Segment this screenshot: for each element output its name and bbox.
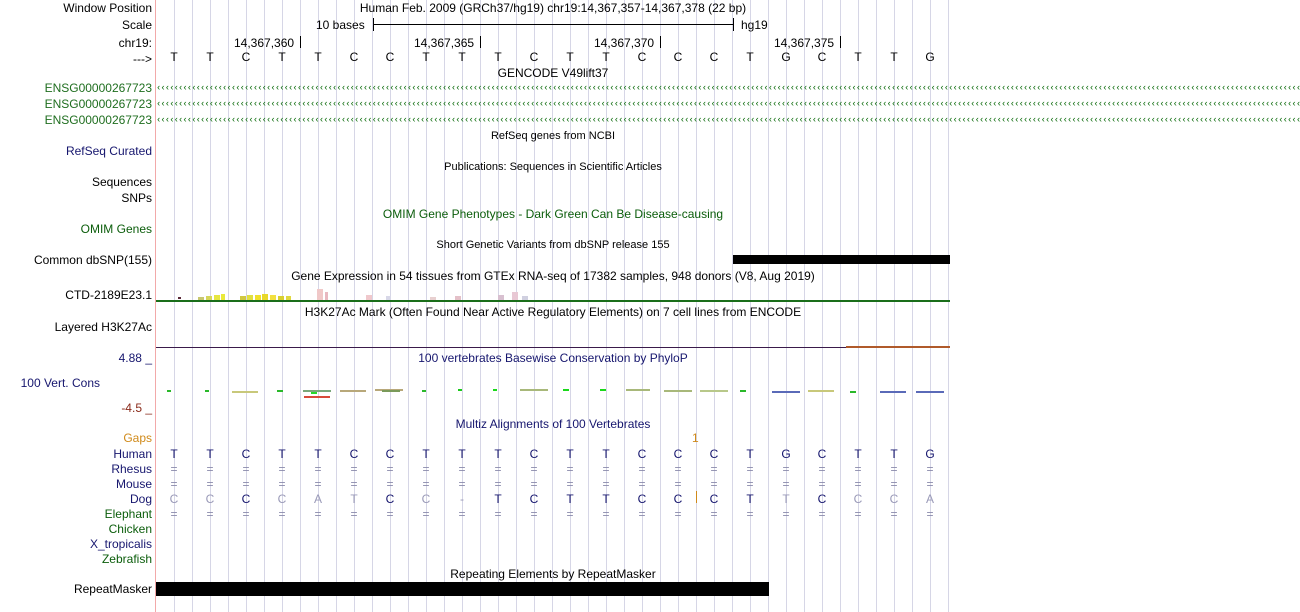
strand-chevrons: ‹‹‹‹‹‹‹‹‹‹‹‹‹‹‹‹‹‹‹‹‹‹‹‹‹‹‹‹‹‹‹‹‹‹‹‹‹‹‹‹‹‹‹‹‹‹‹‹‹‹‹‹‹‹‹‹‹‹‹‹‹‹‹‹‹‹‹‹‹‹‹‹‹‹‹‹‹‹‹‹‹‹‹‹‹‹‹‹‹‹‹‹‹‹‹‹‹‹‹‹‹‹‹‹‹‹‹‹‹‹‹‹‹‹‹‹‹‹‹‹‹‹‹‹‹‹‹‹‹‹‹‹‹‹‹‹‹‹‹‹‹‹‹‹‹‹‹‹‹‹‹‹‹‹‹‹‹‹‹‹‹‹‹‹‹‹‹‹‹‹‹‹‹‹‹‹‹‹‹‹‹‹‹‹‹‹‹‹‹‹‹‹‹‹‹‹‹‹‹‹‹‹‹‹‹‹‹‹‹‹‹‹‹‹‹‹‹‹‹‹‹‹‹‹‹‹‹‹‹‹‹‹‹‹‹‹‹‹‹‹‹‹‹‹‹‹‹‹‹‹‹‹‹‹‹‹‹‹‹‹	[156, 83, 1300, 93]
strand-chevrons: ‹‹‹‹‹‹‹‹‹‹‹‹‹‹‹‹‹‹‹‹‹‹‹‹‹‹‹‹‹‹‹‹‹‹‹‹‹‹‹‹‹‹‹‹‹‹‹‹‹‹‹‹‹‹‹‹‹‹‹‹‹‹‹‹‹‹‹‹‹‹‹‹‹‹‹‹‹‹‹‹‹‹‹‹‹‹‹‹‹‹‹‹‹‹‹‹‹‹‹‹‹‹‹‹‹‹‹‹‹‹‹‹‹‹‹‹‹‹‹‹‹‹‹‹‹‹‹‹‹‹‹‹‹‹‹‹‹‹‹‹‹‹‹‹‹‹‹‹‹‹‹‹‹‹‹‹‹‹‹‹‹‹‹‹‹‹‹‹‹‹‹‹‹‹‹‹‹‹‹‹‹‹‹‹‹‹‹‹‹‹‹‹‹‹‹‹‹‹‹‹‹‹‹‹‹‹‹‹‹‹‹‹‹‹‹‹‹‹‹‹‹‹‹‹‹‹‹‹‹‹‹‹‹‹‹‹‹‹‹‹‹‹‹‹‹‹‹‹‹‹‹‹‹‹‹‹‹‹‹‹	[156, 115, 1300, 125]
strand-chevrons: ‹‹‹‹‹‹‹‹‹‹‹‹‹‹‹‹‹‹‹‹‹‹‹‹‹‹‹‹‹‹‹‹‹‹‹‹‹‹‹‹‹‹‹‹‹‹‹‹‹‹‹‹‹‹‹‹‹‹‹‹‹‹‹‹‹‹‹‹‹‹‹‹‹‹‹‹‹‹‹‹‹‹‹‹‹‹‹‹‹‹‹‹‹‹‹‹‹‹‹‹‹‹‹‹‹‹‹‹‹‹‹‹‹‹‹‹‹‹‹‹‹‹‹‹‹‹‹‹‹‹‹‹‹‹‹‹‹‹‹‹‹‹‹‹‹‹‹‹‹‹‹‹‹‹‹‹‹‹‹‹‹‹‹‹‹‹‹‹‹‹‹‹‹‹‹‹‹‹‹‹‹‹‹‹‹‹‹‹‹‹‹‹‹‹‹‹‹‹‹‹‹‹‹‹‹‹‹‹‹‹‹‹‹‹‹‹‹‹‹‹‹‹‹‹‹‹‹‹‹‹‹‹‹‹‹‹‹‹‹‹‹‹‹‹‹‹‹‹‹‹‹‹‹‹‹‹‹‹‹‹	[156, 99, 1300, 109]
alignment-base: =	[278, 507, 286, 521]
alignment-base: =	[926, 507, 934, 521]
phylop-mark	[626, 389, 650, 391]
alignment-base: =	[782, 507, 790, 521]
alignment-base: C	[637, 447, 647, 461]
gtex-tissue-bar	[512, 292, 518, 300]
alignment-base: =	[926, 477, 934, 491]
phylop-mark	[311, 392, 317, 394]
dbsnp-track-label[interactable]: Common dbSNP(155)	[33, 253, 152, 267]
dbsnp-track-title: Short Genetic Variants from dbSNP release 155	[436, 239, 670, 251]
alignment-base: =	[170, 477, 178, 491]
phylop-mark	[167, 390, 171, 392]
reference-base: C	[349, 50, 359, 64]
reference-base: T	[890, 50, 898, 64]
alignment-base: =	[890, 477, 898, 491]
reference-base: T	[206, 50, 214, 64]
alignment-base: C	[205, 492, 215, 506]
alignment-base: =	[746, 462, 754, 476]
alignment-base: =	[242, 462, 250, 476]
gtex-gene-line	[156, 300, 950, 302]
multiz-track-title: Multiz Alignments of 100 Vertebrates	[455, 417, 651, 431]
alignment-base: C	[529, 492, 539, 506]
gtex-tissue-bar	[366, 295, 372, 300]
reference-base: T	[314, 50, 322, 64]
alignment-base: G	[781, 447, 791, 461]
gencode-gene-1[interactable]	[156, 83, 1300, 93]
alignment-base: =	[782, 477, 790, 491]
alignment-base: =	[638, 507, 646, 521]
alignment-base: C	[853, 492, 863, 506]
alignment-base: T	[458, 447, 466, 461]
alignment-base: C	[673, 492, 683, 506]
alignment-base: =	[350, 477, 358, 491]
gtex-tissue-bar	[206, 296, 212, 300]
alignment-base: T	[350, 492, 358, 506]
coord-tick-4	[840, 36, 841, 48]
gtex-tissue-bar	[178, 297, 181, 299]
species-label-human: Human	[113, 447, 152, 461]
alignment-base: T	[494, 492, 502, 506]
alignment-base: A	[313, 492, 322, 506]
phylop-mark	[850, 391, 856, 393]
track-label-column	[0, 0, 155, 612]
alignment-base: =	[206, 477, 214, 491]
phylop-mark	[303, 390, 331, 392]
alignment-base: C	[241, 492, 251, 506]
gtex-tissue-bar	[214, 295, 220, 300]
alignment-base: =	[710, 477, 718, 491]
alignment-base: =	[746, 477, 754, 491]
gap-count-mark: 1	[692, 431, 699, 445]
reference-base: C	[673, 50, 683, 64]
alignment-base: =	[890, 462, 898, 476]
conservation-min-label: -4.5 _	[121, 401, 152, 415]
phylop-mark	[493, 389, 497, 391]
window-position-label: Window Position	[63, 1, 152, 15]
alignment-base: C	[709, 492, 719, 506]
alignment-base: =	[206, 507, 214, 521]
snps-track-label[interactable]: SNPs	[121, 191, 152, 205]
phylop-mark	[304, 396, 330, 398]
gtex-tissue-bar	[270, 295, 276, 300]
gtex-tissue-bar	[522, 296, 528, 300]
coord-tick-1	[300, 36, 301, 48]
phylop-mark	[520, 389, 548, 391]
alignment-base: C	[817, 492, 827, 506]
alignment-base: =	[458, 477, 466, 491]
publications-track-title: Publications: Sequences in Scientific Articles	[444, 161, 662, 173]
reference-base: T	[422, 50, 430, 64]
gtex-tissue-bar	[221, 294, 225, 300]
alignment-base: C	[637, 492, 647, 506]
alignment-base: T	[494, 447, 502, 461]
alignment-base: =	[638, 462, 646, 476]
dbsnp-variant-bar[interactable]	[733, 255, 950, 264]
alignment-base: G	[925, 447, 935, 461]
species-label-zebrafish: Zebrafish	[101, 552, 152, 566]
gtex-tissue-bar	[286, 296, 291, 300]
alignment-base: T	[314, 447, 322, 461]
alignment-base: T	[746, 492, 754, 506]
alignment-base: T	[422, 447, 430, 461]
phylop-mark	[772, 391, 800, 393]
gaps-label: Gaps	[123, 431, 152, 445]
scale-label: Scale	[121, 18, 152, 32]
alignment-base: C	[277, 492, 287, 506]
phylop-mark	[880, 391, 906, 393]
alignment-base: =	[386, 477, 394, 491]
alignment-base: =	[638, 477, 646, 491]
alignment-base: =	[674, 477, 682, 491]
phylop-mark	[232, 391, 258, 393]
coord-label-3: 14,367,370	[594, 36, 655, 50]
scale-right-tick	[733, 18, 734, 31]
coord-tick-3	[660, 36, 661, 48]
alignment-base: =	[710, 462, 718, 476]
alignment-base: =	[566, 477, 574, 491]
alignment-base: C	[241, 447, 251, 461]
alignment-base: =	[530, 477, 538, 491]
alignment-base: =	[422, 477, 430, 491]
alignment-base: =	[602, 507, 610, 521]
alignment-base: =	[314, 507, 322, 521]
conservation-track-label[interactable]: 100 Vert. Cons	[20, 376, 100, 390]
species-label-dog: Dog	[129, 492, 152, 506]
alignment-base: T	[278, 447, 286, 461]
gtex-tissue-bar	[278, 296, 284, 300]
species-label-chicken: Chicken	[108, 522, 152, 536]
alignment-base: =	[746, 507, 754, 521]
coord-label-4: 14,367,375	[774, 36, 835, 50]
gtex-tissue-bar	[317, 289, 323, 300]
alignment-base: =	[566, 462, 574, 476]
alignment-base: =	[242, 507, 250, 521]
gencode-gene-label-1[interactable]: ENSG00000267723	[44, 81, 152, 95]
reference-base: G	[925, 50, 935, 64]
alignment-base: =	[602, 462, 610, 476]
phylop-mark	[916, 391, 944, 393]
gtex-tissue-bar	[325, 292, 328, 300]
alignment-base: C	[385, 447, 395, 461]
scale-bar	[373, 24, 733, 25]
alignment-base: =	[674, 507, 682, 521]
reference-base: T	[170, 50, 178, 64]
gencode-gene-2[interactable]	[156, 99, 1300, 109]
reference-base: C	[241, 50, 251, 64]
phylop-mark	[700, 390, 728, 392]
alignment-base: =	[854, 477, 862, 491]
reference-base: T	[566, 50, 574, 64]
repeatmasker-track-title: Repeating Elements by RepeatMasker	[450, 567, 656, 581]
alignment-base: C	[421, 492, 431, 506]
alignment-base: =	[422, 507, 430, 521]
alignment-base: =	[854, 462, 862, 476]
alignment-base: =	[458, 507, 466, 521]
alignment-base: =	[602, 477, 610, 491]
alignment-base: =	[170, 507, 178, 521]
phylop-mark	[563, 389, 569, 391]
alignment-base: =	[818, 462, 826, 476]
phylop-mark	[340, 390, 366, 392]
alignment-base: =	[314, 477, 322, 491]
species-label-rhesus: Rhesus	[111, 462, 152, 476]
h3k27ac-signal-line	[156, 347, 846, 348]
repeatmasker-element-bar[interactable]	[156, 582, 769, 596]
phylop-mark	[382, 390, 400, 392]
gtex-tissue-bar	[198, 297, 204, 300]
reference-base: G	[781, 50, 791, 64]
alignment-base: =	[458, 462, 466, 476]
alignment-base: =	[314, 462, 322, 476]
alignment-base: =	[494, 507, 502, 521]
h3k27ac-track-label[interactable]: Layered H3K27Ac	[54, 320, 152, 334]
alignment-base: T	[602, 447, 610, 461]
coord-tick-2	[480, 36, 481, 48]
phylop-mark	[600, 389, 606, 391]
alignment-base: C	[385, 492, 395, 506]
alignment-base: T	[566, 447, 574, 461]
gencode-gene-label-3[interactable]: ENSG00000267723	[44, 113, 152, 127]
reference-base: C	[385, 50, 395, 64]
alignment-base: C	[817, 447, 827, 461]
alignment-base: -	[460, 492, 464, 506]
conservation-track-title: 100 vertebrates Basewise Conservation by PhyloP	[418, 351, 688, 365]
gtex-track-title: Gene Expression in 54 tissues from GTEx RNA-seq of 17382 samples, 948 donors (V8, Aug 2019)	[291, 269, 815, 283]
phylop-mark	[740, 390, 746, 392]
coord-label-1: 14,367,360	[234, 36, 295, 50]
reference-base: T	[602, 50, 610, 64]
alignment-base: T	[566, 492, 574, 506]
alignment-base: =	[386, 462, 394, 476]
species-label-elephant: Elephant	[104, 507, 152, 521]
alignment-base: =	[854, 507, 862, 521]
alignment-base: C	[673, 447, 683, 461]
gtex-tissue-bar	[247, 295, 253, 300]
reference-base: T	[746, 50, 754, 64]
gtex-tissue-bar	[240, 296, 246, 300]
alignment-base: =	[566, 507, 574, 521]
species-label-mouse: Mouse	[115, 477, 152, 491]
alignment-base: =	[926, 462, 934, 476]
alignment-base: C	[349, 447, 359, 461]
alignment-base: =	[494, 462, 502, 476]
alignment-base: T	[854, 447, 862, 461]
alignment-base: =	[278, 462, 286, 476]
reference-base: C	[817, 50, 827, 64]
alignment-base: A	[925, 492, 934, 506]
alignment-base: T	[206, 447, 214, 461]
reference-base: T	[494, 50, 502, 64]
alignment-base: =	[170, 462, 178, 476]
alignment-base: C	[709, 447, 719, 461]
reference-base: C	[529, 50, 539, 64]
h3k27ac-track-title: H3K27Ac Mark (Often Found Near Active Regulatory Elements) on 7 cell lines from ENCODE	[304, 305, 802, 319]
reference-base: C	[637, 50, 647, 64]
gtex-tissue-bar	[255, 295, 261, 300]
gtex-tissue-bar	[262, 294, 268, 300]
sequences-track-label[interactable]: Sequences	[91, 175, 152, 189]
alignment-base: C	[529, 447, 539, 461]
gencode-gene-3[interactable]	[156, 115, 1300, 125]
alignment-base: =	[206, 462, 214, 476]
gtex-tissue-bar	[430, 297, 436, 300]
alignment-base: =	[818, 507, 826, 521]
alignment-base: =	[890, 507, 898, 521]
alignment-base: =	[494, 477, 502, 491]
phylop-mark	[664, 390, 692, 392]
alignment-base: =	[422, 462, 430, 476]
alignment-base: =	[818, 477, 826, 491]
gencode-track-title: GENCODE V49lift37	[497, 66, 609, 80]
conservation-max-label: 4.88 _	[118, 351, 152, 365]
alignment-base: =	[674, 462, 682, 476]
alignment-base: =	[242, 477, 250, 491]
phylop-mark	[422, 390, 426, 392]
phylop-mark	[458, 389, 462, 391]
alignment-base: =	[350, 462, 358, 476]
reference-base: T	[278, 50, 286, 64]
alignment-base: T	[602, 492, 610, 506]
strand-arrow-label: --->	[133, 52, 152, 66]
refseq-track-label[interactable]: RefSeq Curated	[65, 144, 152, 158]
alignment-base: C	[889, 492, 899, 506]
alignment-base: =	[386, 507, 394, 521]
alignment-base: T	[782, 492, 790, 506]
chrom-label: chr19:	[118, 36, 152, 50]
alignment-base: =	[782, 462, 790, 476]
alignment-base: T	[890, 447, 898, 461]
gtex-track-label[interactable]: CTD-2189E23.1	[65, 288, 152, 302]
phylop-mark	[808, 390, 834, 392]
omim-track-title: OMIM Gene Phenotypes - Dark Green Can Be Disease-causing	[382, 207, 724, 221]
alignment-base: =	[350, 507, 358, 521]
reference-base: T	[854, 50, 862, 64]
alignment-base: T	[170, 447, 178, 461]
alignment-base: C	[169, 492, 179, 506]
window-position-value: Human Feb. 2009 (GRCh37/hg19) chr19:14,367,357-14,367,378 (22 bp)	[359, 1, 747, 15]
alignment-base: =	[530, 462, 538, 476]
phylop-mark	[205, 390, 209, 392]
scale-text: 10 bases	[316, 18, 365, 32]
reference-base: T	[458, 50, 466, 64]
gtex-tissue-bar	[386, 296, 391, 300]
h3k27ac-signal-peak	[846, 346, 950, 348]
repeatmasker-track-label[interactable]: RepeatMasker	[73, 582, 152, 596]
refseq-track-title: RefSeq genes from NCBI	[490, 130, 616, 142]
alignment-base: T	[746, 447, 754, 461]
alignment-base: =	[278, 477, 286, 491]
omim-track-label[interactable]: OMIM Genes	[80, 222, 152, 236]
gtex-tissue-bar	[498, 295, 504, 300]
coord-label-2: 14,367,365	[414, 36, 475, 50]
alignment-base: =	[530, 507, 538, 521]
phylop-mark	[277, 390, 283, 392]
gencode-gene-label-2[interactable]: ENSG00000267723	[44, 97, 152, 111]
gtex-tissue-bar	[455, 296, 461, 300]
species-label-xtropicalis: X_tropicalis	[89, 537, 152, 551]
scale-assembly: hg19	[741, 18, 768, 32]
reference-base: C	[709, 50, 719, 64]
alignment-base: =	[710, 507, 718, 521]
